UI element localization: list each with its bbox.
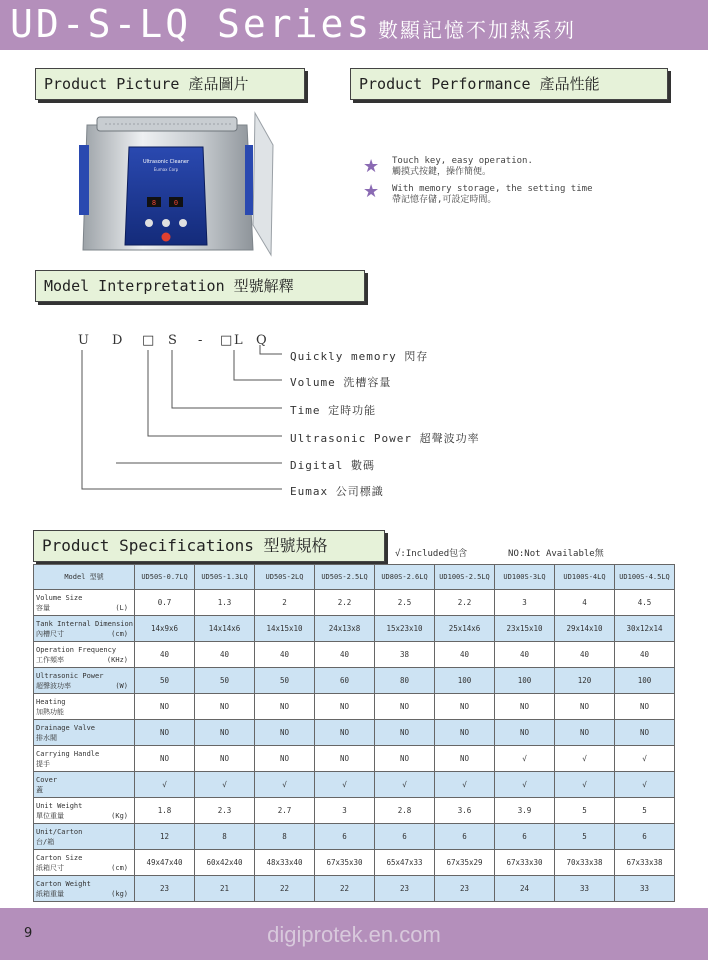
table-cell: 2 (255, 590, 315, 616)
table-cell: NO (315, 746, 375, 772)
interp-item-volume: Volume 洗槽容量 (290, 376, 392, 389)
table-cell: √ (495, 746, 555, 772)
table-cell: 2.2 (435, 590, 495, 616)
table-cell: 23x15x10 (495, 616, 555, 642)
row-label-en: Volume Size (36, 593, 83, 602)
row-label-zh: 加熱功能 (36, 707, 64, 716)
row-label-unit: (kg) (111, 889, 128, 898)
table-header-row (34, 565, 675, 590)
table-cell: 21 (195, 876, 255, 902)
table-cell: 14x15x10 (255, 616, 315, 642)
table-cell: 2.5 (375, 590, 435, 616)
table-header-model: UD100S-4.5LQ (615, 565, 675, 590)
table-cell: NO (255, 746, 315, 772)
section-heading-model: Model Interpretation 型號解釋 (35, 270, 365, 302)
table-cell: NO (195, 746, 255, 772)
table-cell: √ (615, 772, 675, 798)
row-label (34, 850, 135, 876)
row-label-zh: 排水閥 (36, 733, 57, 742)
table-cell: 29x14x10 (555, 616, 615, 642)
table-row (34, 772, 675, 798)
model-letter: D (112, 333, 123, 348)
row-label-en: Tank Internal Dimension (36, 619, 133, 628)
table-header-model: UD100S-3LQ (495, 565, 555, 590)
row-label (34, 798, 135, 824)
table-cell: NO (375, 746, 435, 772)
table-cell: 12 (135, 824, 195, 850)
row-label-unit: (cm) (111, 629, 128, 638)
table-cell: 4 (555, 590, 615, 616)
row-label-zh: 容量 (36, 603, 50, 612)
table-cell: 30x12x14 (615, 616, 675, 642)
table-cell: 100 (495, 668, 555, 694)
table-cell: 14x9x6 (135, 616, 195, 642)
table-cell: √ (255, 772, 315, 798)
table-header-model: UD50S-0.7LQ (135, 565, 195, 590)
table-header-model: UD80S-2.6LQ (375, 565, 435, 590)
row-label-en: Carrying Handle (36, 749, 100, 758)
table-row (34, 642, 675, 668)
table-header-label: Model 型號 (34, 565, 135, 590)
table-cell: 24x13x8 (315, 616, 375, 642)
row-label-unit: (W) (115, 681, 128, 690)
row-label (34, 642, 135, 668)
table-cell: NO (315, 720, 375, 746)
table-cell: 67x33x30 (495, 850, 555, 876)
table-cell: NO (435, 746, 495, 772)
table-cell: 40 (195, 642, 255, 668)
table-cell: NO (195, 694, 255, 720)
table-cell: 100 (615, 668, 675, 694)
table-cell: 6 (615, 824, 675, 850)
table-cell: 2.7 (255, 798, 315, 824)
footer-url: digiprotek.en.com (267, 922, 441, 947)
table-cell: NO (135, 746, 195, 772)
section-heading-specs: Product Specifications 型號規格 (33, 530, 385, 562)
row-label-en: Unit/Carton (36, 827, 83, 836)
table-cell: 8 (255, 824, 315, 850)
table-cell: 5 (555, 824, 615, 850)
table-row (34, 616, 675, 642)
table-cell: √ (375, 772, 435, 798)
table-header-model: UD50S-1.3LQ (195, 565, 255, 590)
row-label-en: Unit Weight (36, 801, 83, 810)
model-letter: □ (220, 333, 233, 348)
model-letter: - (198, 333, 203, 348)
table-cell: 50 (195, 668, 255, 694)
row-label (34, 876, 135, 902)
star-icon: ★ (363, 181, 380, 202)
svg-text:0: 0 (173, 199, 179, 207)
table-cell: √ (615, 746, 675, 772)
table-cell: 120 (555, 668, 615, 694)
table-cell: 24 (495, 876, 555, 902)
model-letter: U (78, 333, 89, 348)
table-cell: 5 (615, 798, 675, 824)
table-cell: 65x47x33 (375, 850, 435, 876)
table-cell: 80 (375, 668, 435, 694)
table-row (34, 590, 675, 616)
row-label (34, 824, 135, 850)
table-cell: 2.2 (315, 590, 375, 616)
table-cell: NO (255, 694, 315, 720)
table-cell: √ (195, 772, 255, 798)
row-label-en: Ultrasonic Power (36, 671, 104, 680)
table-header-model: UD100S-2.5LQ (435, 565, 495, 590)
legend-not-available: NO:Not Available無 (508, 549, 604, 559)
row-label-zh: 超聲波功率 (36, 681, 71, 690)
performance-zh: 觸摸式按鍵，操作簡便。 (392, 167, 492, 177)
performance-zh: 帶記憶存儲,可設定時間。 (392, 195, 497, 205)
performance-en: Touch key, easy operation. (392, 156, 533, 166)
table-cell: √ (555, 772, 615, 798)
table-cell: 50 (135, 668, 195, 694)
table-cell: 6 (435, 824, 495, 850)
row-label (34, 694, 135, 720)
table-cell: 67x33x38 (615, 850, 675, 876)
table-cell: 0.7 (135, 590, 195, 616)
table-cell: NO (615, 694, 675, 720)
row-label-en: Carton Weight (36, 879, 91, 888)
interp-item-digital: Digital 數碼 (290, 459, 375, 472)
table-cell: 40 (495, 642, 555, 668)
table-cell: 1.8 (135, 798, 195, 824)
row-label-zh: 內槽尺寸 (36, 629, 64, 638)
row-label-zh: 工作頻率 (36, 655, 64, 664)
row-label-zh: 單位重量 (36, 811, 64, 820)
model-letter: Q (256, 333, 267, 348)
table-cell: 23 (375, 876, 435, 902)
table-cell: 3 (495, 590, 555, 616)
series-subtitle: 數顯記憶不加熱系列 (378, 18, 576, 42)
table-cell: 48x33x40 (255, 850, 315, 876)
table-cell: 67x35x30 (315, 850, 375, 876)
row-label-zh: 蓋 (36, 785, 43, 794)
table-cell: 40 (435, 642, 495, 668)
table-cell: √ (135, 772, 195, 798)
row-label-en: Drainage Valve (36, 723, 96, 732)
table-row (34, 876, 675, 902)
table-header-model: UD50S-2.5LQ (315, 565, 375, 590)
table-cell: 50 (255, 668, 315, 694)
table-cell: NO (195, 720, 255, 746)
table-cell: 49x47x40 (135, 850, 195, 876)
row-label (34, 746, 135, 772)
table-cell: 6 (315, 824, 375, 850)
row-label-zh: 紙箱尺寸 (36, 863, 64, 872)
table-cell: 67x35x29 (435, 850, 495, 876)
table-row (34, 746, 675, 772)
interp-item-brand: Eumax 公司標識 (290, 485, 384, 498)
table-cell: NO (615, 720, 675, 746)
legend (395, 546, 604, 559)
table-cell: 23 (435, 876, 495, 902)
table-cell: 6 (495, 824, 555, 850)
table-cell: 6 (375, 824, 435, 850)
table-cell: NO (135, 694, 195, 720)
row-label (34, 772, 135, 798)
table-cell: NO (255, 720, 315, 746)
row-label-en: Cover (36, 775, 58, 784)
row-label-unit: (KHz) (106, 655, 128, 664)
table-cell: 5 (555, 798, 615, 824)
table-cell: 38 (375, 642, 435, 668)
row-label-en: Operation Frequency (36, 645, 117, 654)
row-label-en: Heating (36, 697, 66, 706)
series-title: UD-S-LQ Series (10, 2, 373, 46)
interp-item-memory: Quickly memory 閃存 (290, 350, 429, 363)
table-cell: 40 (555, 642, 615, 668)
table-header-model: UD50S-2LQ (255, 565, 315, 590)
table-cell: NO (555, 720, 615, 746)
table-cell: 33 (615, 876, 675, 902)
row-label-zh: 紙箱重量 (36, 889, 64, 898)
table-cell: √ (555, 746, 615, 772)
table-cell: 23 (135, 876, 195, 902)
section-heading-performance: Product Performance 產品性能 (350, 68, 668, 100)
table-cell: 33 (555, 876, 615, 902)
table-cell: √ (435, 772, 495, 798)
table-cell: 60x42x40 (195, 850, 255, 876)
table-cell: 3.6 (435, 798, 495, 824)
table-cell: 100 (435, 668, 495, 694)
row-label (34, 668, 135, 694)
table-cell: 25x14x6 (435, 616, 495, 642)
table-row (34, 720, 675, 746)
row-label (34, 590, 135, 616)
row-label-unit: (cm) (111, 863, 128, 872)
star-icon: ★ (363, 156, 380, 177)
table-row (34, 668, 675, 694)
row-label-zh: 提手 (36, 759, 50, 768)
table-cell: 70x33x38 (555, 850, 615, 876)
footer-bar (0, 908, 708, 960)
table-cell: 2.8 (375, 798, 435, 824)
table-cell: √ (495, 772, 555, 798)
row-label-zh: 台/箱 (36, 837, 55, 846)
table-cell: 8 (195, 824, 255, 850)
legend-included: √:Included包含 (395, 549, 468, 559)
performance-en: With memory storage, the setting time (392, 184, 593, 194)
table-cell: NO (495, 720, 555, 746)
table-cell: 22 (315, 876, 375, 902)
model-letter: S (168, 333, 177, 348)
interp-item-power: Ultrasonic Power 超聲波功率 (290, 432, 480, 445)
row-label-unit: (Kg) (111, 811, 128, 820)
table-cell: 1.3 (195, 590, 255, 616)
table-cell: 60 (315, 668, 375, 694)
section-heading-picture: Product Picture 產品圖片 (35, 68, 305, 100)
table-row (34, 850, 675, 876)
table-cell: 40 (315, 642, 375, 668)
table-cell: 14x14x6 (195, 616, 255, 642)
model-letter: L (234, 333, 243, 348)
panel-label: Ultrasonic Cleaner (142, 159, 190, 165)
table-cell: NO (375, 720, 435, 746)
table-cell: NO (495, 694, 555, 720)
panel-brand: Eumax Corp (153, 167, 179, 172)
table-cell: 4.5 (615, 590, 675, 616)
table-cell: NO (135, 720, 195, 746)
page-number: 9 (24, 926, 33, 941)
row-label-en: Carton Size (36, 853, 83, 862)
row-label (34, 616, 135, 642)
table-row (34, 798, 675, 824)
table-header-model: UD100S-4LQ (555, 565, 615, 590)
table-cell: 40 (255, 642, 315, 668)
table-row (34, 694, 675, 720)
table-cell: 3.9 (495, 798, 555, 824)
spec-table (33, 564, 675, 902)
table-cell: 22 (255, 876, 315, 902)
table-cell: 40 (615, 642, 675, 668)
svg-text:8: 8 (151, 199, 157, 207)
table-cell: NO (315, 694, 375, 720)
row-label-unit: (L) (115, 603, 128, 612)
table-cell: 2.3 (195, 798, 255, 824)
table-row (34, 824, 675, 850)
table-cell: NO (435, 694, 495, 720)
table-cell: 3 (315, 798, 375, 824)
table-cell: NO (375, 694, 435, 720)
table-cell: NO (435, 720, 495, 746)
table-cell: 40 (135, 642, 195, 668)
table-cell: √ (315, 772, 375, 798)
table-cell: 15x23x10 (375, 616, 435, 642)
row-label (34, 720, 135, 746)
model-letter: □ (142, 333, 155, 348)
interp-item-time: Time 定時功能 (290, 404, 377, 417)
table-cell: NO (555, 694, 615, 720)
